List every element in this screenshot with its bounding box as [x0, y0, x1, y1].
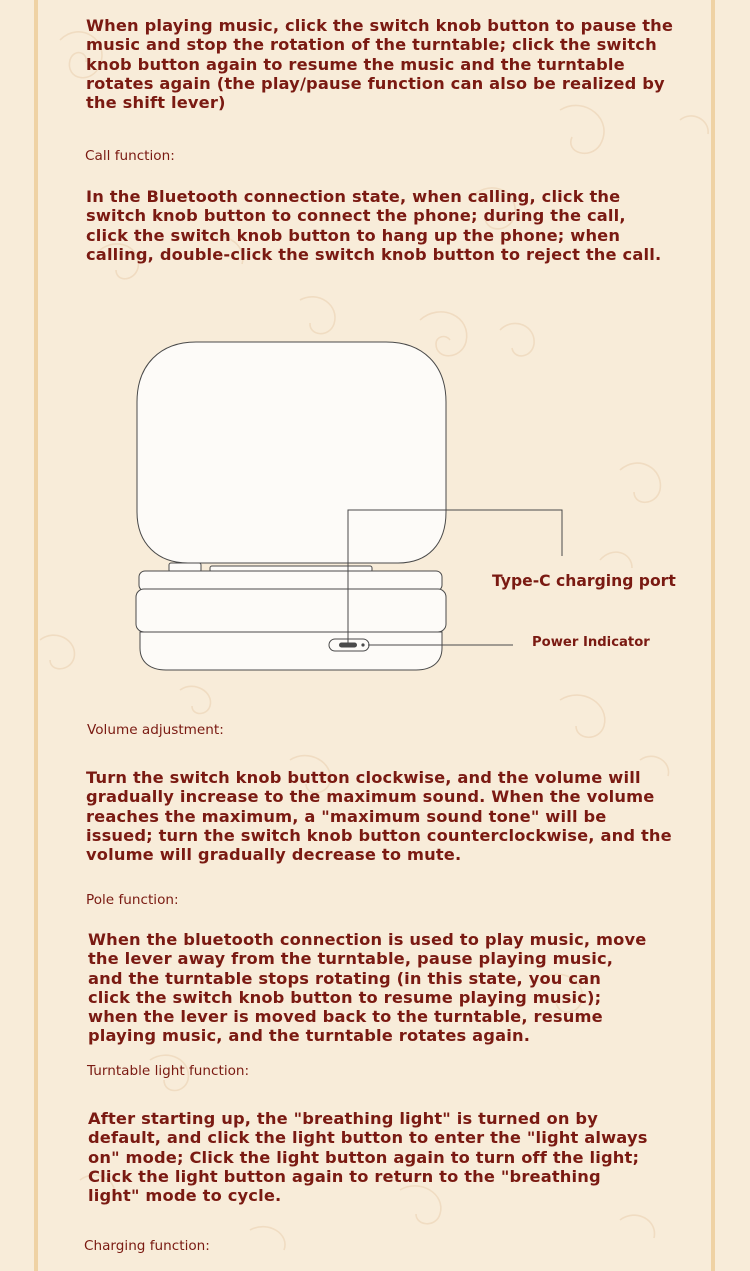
device-lid — [137, 342, 446, 563]
turntable-light-heading: Turntable light function: — [87, 1063, 250, 1079]
device-base-bottom — [140, 632, 442, 670]
play-pause-paragraph: When playing music, click the switch knob button to pause the music and stop the rotation of the turntable; click the switch knob button again to resume the music and the turntable rotates again (the play/pause function can also be realized by the shift lever) — [86, 16, 674, 113]
volume-heading: Volume adjustment: — [87, 722, 224, 738]
pole-heading: Pole function: — [86, 892, 179, 908]
device-base-band — [136, 589, 446, 632]
power-indicator-label: Power Indicator — [532, 635, 650, 650]
call-function-paragraph: In the Bluetooth connection state, when calling, click the switch knob button to connect the phone; during the call, click the switch knob button to hang up the phone; when calling, double-click the switch knob button to reject the call. — [86, 187, 662, 264]
turntable-light-paragraph: After starting up, the "breathing light" is turned on by default, and click the light button to enter the "light always on" mode; Click the light button again to turn off the light; Click the light button again to return to the "breathing light" mode to cycle. — [88, 1109, 648, 1206]
power-indicator-led — [361, 643, 364, 646]
device-base-top — [139, 571, 442, 591]
pole-paragraph: When the bluetooth connection is used to play music, move the lever away from the turntable, pause playing music, and the turntable stops rotating (in this state, you can click the switch knob button to resume playing music); when the lever is moved back to the turntable, resume playing music, and the turntable rotates again. — [88, 930, 647, 1046]
typec-label: Type-C charging port — [492, 572, 676, 590]
charging-heading: Charging function: — [84, 1238, 210, 1254]
volume-paragraph: Turn the switch knob button clockwise, and the volume will gradually increase to the maximum sound. When the volume reaches the maximum, a "maximum sound tone" will be issued; turn the switch knob button counterclockwise, and the volume will gradually decrease to mute. — [86, 768, 672, 865]
call-function-heading: Call function: — [85, 148, 175, 164]
